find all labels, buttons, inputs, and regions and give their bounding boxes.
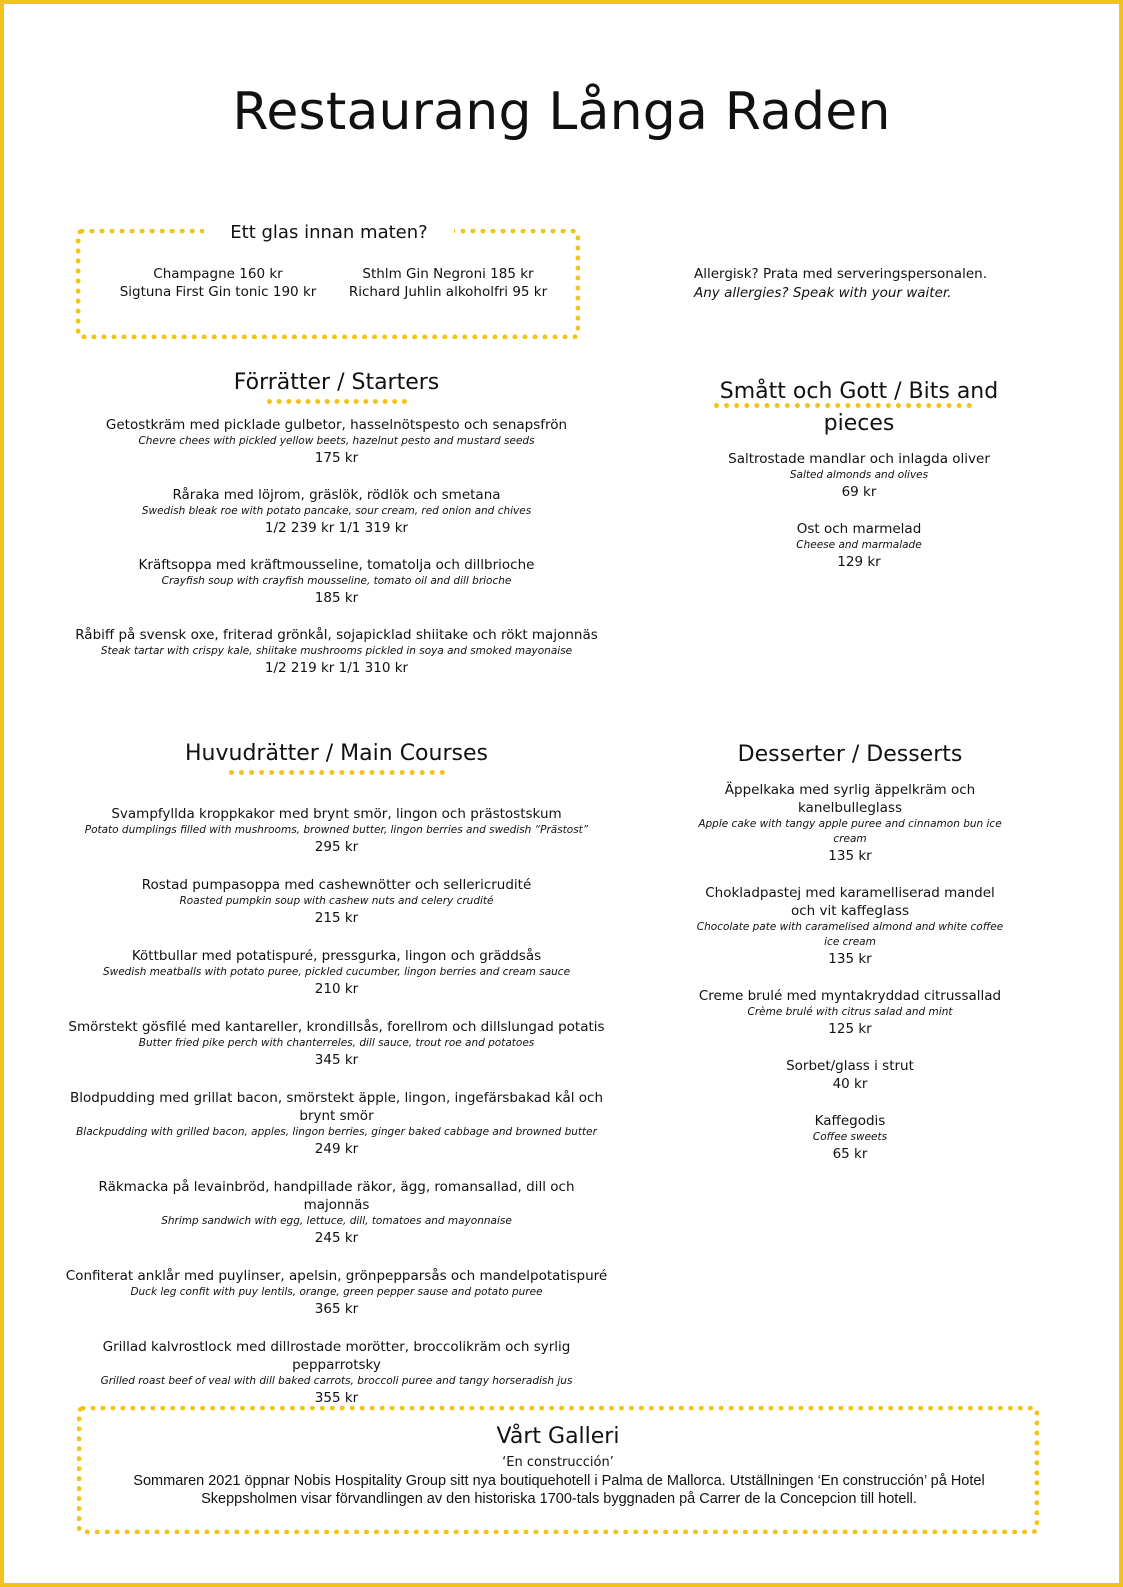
dish-name-en: Swedish meatballs with potato puree, pickled cucumber, lingon berries and cream sauce <box>102 966 571 978</box>
mains-section <box>64 741 609 1427</box>
drink-item: Sigtuna First Gin tonic 190 kr <box>119 284 317 300</box>
menu-item <box>64 486 609 538</box>
drinks-list <box>76 266 580 300</box>
menu-item <box>64 1338 609 1408</box>
dish-price: 135 kr <box>828 951 872 967</box>
dish-name-sv: Svampfyllda kroppkakor med brynt smör, lingon och prästostskum <box>111 806 562 822</box>
drinks-heading: Ett glas innan maten? <box>204 220 454 243</box>
menu-item <box>64 805 609 857</box>
menu-item <box>64 556 609 608</box>
dish-price: 1/2 219 kr 1/1 310 kr <box>264 660 409 676</box>
dish-price: 69 kr <box>841 484 877 500</box>
dish-name-en: Roasted pumpkin soup with cashew nuts and celery crudité <box>179 895 494 907</box>
gallery-heading: Vårt Galleri <box>496 1424 620 1449</box>
drink-item: Champagne 160 kr <box>153 266 283 282</box>
dish-name-sv: Kaffegodis <box>814 1113 886 1129</box>
dish-price: 65 kr <box>832 1146 868 1162</box>
allergy-sv: Allergisk? Prata med serveringspersonalen. <box>694 266 987 282</box>
starters-section <box>64 370 609 696</box>
dish-price: 40 kr <box>832 1076 868 1092</box>
menu-item <box>64 1267 609 1319</box>
dish-name-sv: Kräftsoppa med kräftmousseline, tomatolja och dillbrioche <box>138 557 535 573</box>
desserts-heading: Desserter / Desserts <box>737 742 963 767</box>
mains-list <box>64 805 609 1408</box>
dish-name-sv: Saltrostade mandlar och inlagda oliver <box>728 451 990 467</box>
dish-name-en: Coffee sweets <box>812 1131 888 1143</box>
dish-name-sv: Rostad pumpasoppa med cashewnötter och sellericrudité <box>141 877 532 893</box>
gallery-subtitle: ‘En construcción’ <box>502 1455 614 1470</box>
menu-item <box>64 947 609 999</box>
dish-name-sv: Getostkräm med picklade gulbetor, hasselnötspesto och senapsfrön <box>105 417 568 433</box>
dish-name-en: Chocolate pate with caramelised almond and white coffee ice cream <box>696 921 1004 948</box>
dish-name-sv: Confiterat anklår med puylinser, apelsin, grönpepparsås och mandelpotatispuré <box>65 1268 608 1284</box>
dish-name-en: Crème brulé with citrus salad and mint <box>747 1006 953 1018</box>
dish-name-sv: Råraka med löjrom, gräslök, rödlök och smetana <box>172 487 501 503</box>
menu-item <box>694 1057 1006 1094</box>
dish-name-en: Grilled roast beef of veal with dill baked carrots, broccoli puree and tangy horseradish jus <box>100 1375 573 1387</box>
dish-name-sv: Chokladpastej med karamelliserad mandel och vit kaffeglass <box>705 885 995 919</box>
starters-heading: Förrätter / Starters <box>233 370 440 395</box>
dish-name-sv: Creme brulé med myntakryddad citrussallad <box>698 988 1002 1004</box>
menu-item <box>64 876 609 928</box>
dish-name-sv: Blodpudding med grillat bacon, smörstekt äpple, lingon, ingefärsbakad kål och brynt smör <box>69 1090 604 1124</box>
dish-name-en: Chevre chees with pickled yellow beets, hazelnut pesto and mustard seeds <box>138 435 535 447</box>
dish-name-en: Crayfish soup with crayfish mousseline, tomato oil and dill brioche <box>161 575 512 587</box>
dish-price: 135 kr <box>828 848 872 864</box>
restaurant-title: Restaurang Långa Raden <box>232 82 891 142</box>
heading-divider <box>267 399 407 404</box>
dish-price: 125 kr <box>828 1021 872 1037</box>
dish-name-en: Cheese and marmalade <box>796 539 922 551</box>
dish-price: 210 kr <box>314 981 359 997</box>
bits-list <box>694 450 1024 572</box>
menu-item <box>694 781 1006 866</box>
menu-item <box>694 520 1024 572</box>
desserts-section <box>694 742 1006 1182</box>
dish-name-sv: Ost och marmelad <box>796 521 922 537</box>
dish-name-sv: Sorbet/glass i strut <box>786 1058 914 1074</box>
menu-item <box>64 1089 609 1159</box>
dish-name-en: Blackpudding with grilled bacon, apples, lingon berries, ginger baked cabbage and browned butter <box>76 1126 597 1138</box>
dish-name-en: Swedish bleak roe with potato pancake, sour cream, red onion and chives <box>141 505 532 517</box>
dish-price: 185 kr <box>314 590 359 606</box>
dish-price: 355 kr <box>314 1390 359 1406</box>
dish-price: 175 kr <box>314 450 359 466</box>
menu-item <box>694 884 1006 969</box>
desserts-list <box>694 781 1006 1164</box>
dish-name-en: Duck leg confit with puy lentils, orange, green pepper sause and potato puree <box>130 1286 543 1298</box>
dish-name-en: Shrimp sandwich with egg, lettuce, dill, tomatoes and mayonnaise <box>161 1215 512 1227</box>
menu-item <box>694 987 1006 1039</box>
gallery-text: Sommaren 2021 öppnar Nobis Hospitality Group sitt nya boutiquehotell i Palma de Mallorca. Utställningen ‘En construcción’ på Hotel Skeppsholmen visar förvandlingen av den historiska 1700-tals byggnaden på Carrer de la Concepcion till hotell. <box>133 1473 985 1507</box>
dish-name-sv: Köttbullar med potatispuré, pressgurka, lingon och gräddsås <box>131 948 542 964</box>
dish-name-sv: Äppelkaka med syrlig äppelkräm och kanelbulleglass <box>724 782 976 816</box>
allergy-note <box>694 265 987 303</box>
menu-item <box>64 416 609 468</box>
menu-item <box>694 1112 1006 1164</box>
drink-item: Sthlm Gin Negroni 185 kr <box>362 266 534 282</box>
dish-name-sv: Räkmacka på levainbröd, handpillade räkor, ägg, romansallad, dill och majonnäs <box>98 1179 575 1213</box>
dish-name-sv: Smörstekt gösfilé med kantareller, krondillsås, forellrom och dillslungad potatis <box>68 1019 605 1035</box>
dish-name-en: Steak tartar with crispy kale, shiitake mushrooms pickled in soya and smoked mayonaise <box>100 645 573 657</box>
dish-price: 249 kr <box>314 1141 359 1157</box>
dish-price: 365 kr <box>314 1301 359 1317</box>
bits-section <box>694 376 1024 590</box>
allergy-en: Any allergies? Speak with your waiter. <box>694 285 952 301</box>
dish-name-en: Apple cake with tangy apple puree and cinnamon bun ice cream <box>698 818 1002 845</box>
mains-heading: Huvudrätter / Main Courses <box>185 741 488 766</box>
menu-item <box>64 1018 609 1070</box>
dish-name-en: Potato dumplings filled with mushrooms, browned butter, lingon berries and swedish “Prästost” <box>84 824 589 836</box>
dish-name-en: Salted almonds and olives <box>789 469 929 481</box>
dish-price: 1/2 239 kr 1/1 319 kr <box>264 520 409 536</box>
dish-price: 129 kr <box>837 554 881 570</box>
drink-item: Richard Juhlin alkoholfri 95 kr <box>348 284 548 300</box>
menu-item <box>694 450 1024 502</box>
starters-list <box>64 416 609 678</box>
menu-item <box>64 626 609 678</box>
dish-price: 245 kr <box>314 1230 359 1246</box>
dish-price: 345 kr <box>314 1052 359 1068</box>
dish-name-sv: Grillad kalvrostlock med dillrostade morötter, broccolikräm och syrlig pepparrotsky <box>102 1339 571 1373</box>
dish-name-sv: Råbiff på svensk oxe, friterad grönkål, sojapicklad shiitake och rökt majonnäs <box>75 627 598 643</box>
menu-item <box>64 1178 609 1248</box>
bits-heading: Smått och Gott / Bits and pieces <box>719 379 999 436</box>
dish-name-en: Butter fried pike perch with chanterreles, dill sauce, trout roe and potatoes <box>138 1037 535 1049</box>
heading-divider <box>229 770 445 775</box>
dish-price: 215 kr <box>314 910 359 926</box>
dish-price: 295 kr <box>314 839 359 855</box>
heading-divider <box>714 403 972 408</box>
